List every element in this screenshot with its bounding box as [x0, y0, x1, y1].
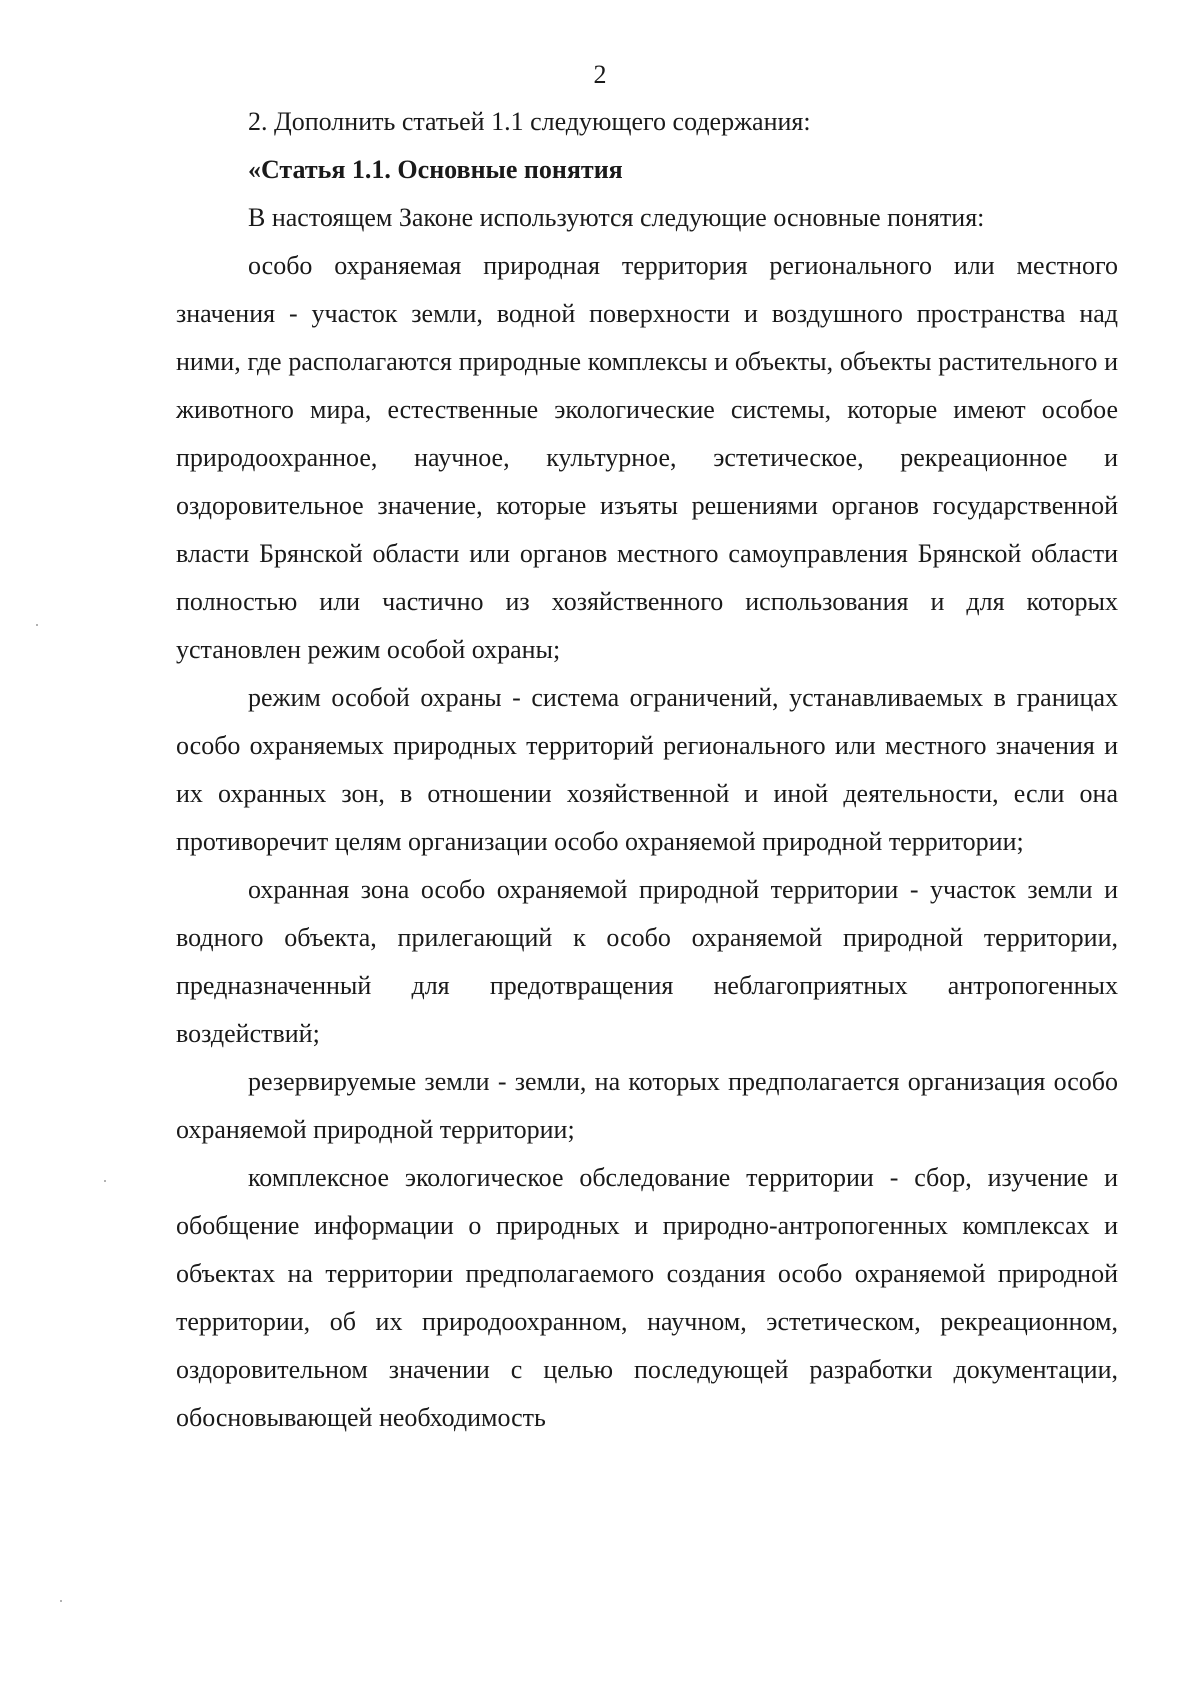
scan-speck	[36, 624, 38, 626]
document-body	[176, 98, 1118, 1442]
article-heading: «Статья 1.1. Основные понятия	[248, 155, 623, 184]
definition-reserved-lands: резервируемые земли - земли, на которых предполагается организация особо охраняемой природной территории;	[176, 1067, 1118, 1144]
page-number: 2	[593, 60, 607, 89]
definition-protected-territory: особо охраняемая природная территория регионального или местного значения - участок земли, водной поверхности и воздушного пространства над ними, где располагаются природные комплексы и объекты, объекты растительного и животного мира, естественные экологические системы, которые имеют особое природоохранное, научное, культурное, эстетическое, рекреационное и оздоровительное значение, которые изъяты решениями органов государственной власти Брянской области или органов местного самоуправления Брянской области полностью или частично из хозяйственного использования и для которых установлен режим особой охраны;	[176, 251, 1118, 664]
scan-speck	[60, 1600, 62, 1602]
definition-ecological-survey: комплексное экологическое обследование территории - сбор, изучение и обобщение информации о природных и природно-антропогенных комплексах и объектах на территории предполагаемого создания особо охраняемой природной территории, об их природоохранном, научном, эстетическом, рекреационном, оздоровительном значении с целью последующей разработки документации, обосновывающей необходимость	[176, 1163, 1118, 1432]
intro-paragraph: В настоящем Законе используются следующие основные понятия:	[248, 203, 985, 232]
definition-buffer-zone: охранная зона особо охраняемой природной территории - участок земли и водного объекта, прилегающий к особо охраняемой природной территории, предназначенный для предотвращения неблагоприятных антропогенных воздействий;	[176, 875, 1118, 1048]
scan-speck	[104, 1180, 106, 1182]
definition-protection-regime: режим особой охраны - система ограничений, устанавливаемых в границах особо охраняемых природных территорий регионального или местного значения и их охранных зон, в отношении хозяйственной и иной деятельности, если она противоречит целям организации особо охраняемой природной территории;	[176, 683, 1118, 856]
amendment-instruction: 2. Дополнить статьей 1.1 следующего содержания:	[248, 107, 811, 136]
